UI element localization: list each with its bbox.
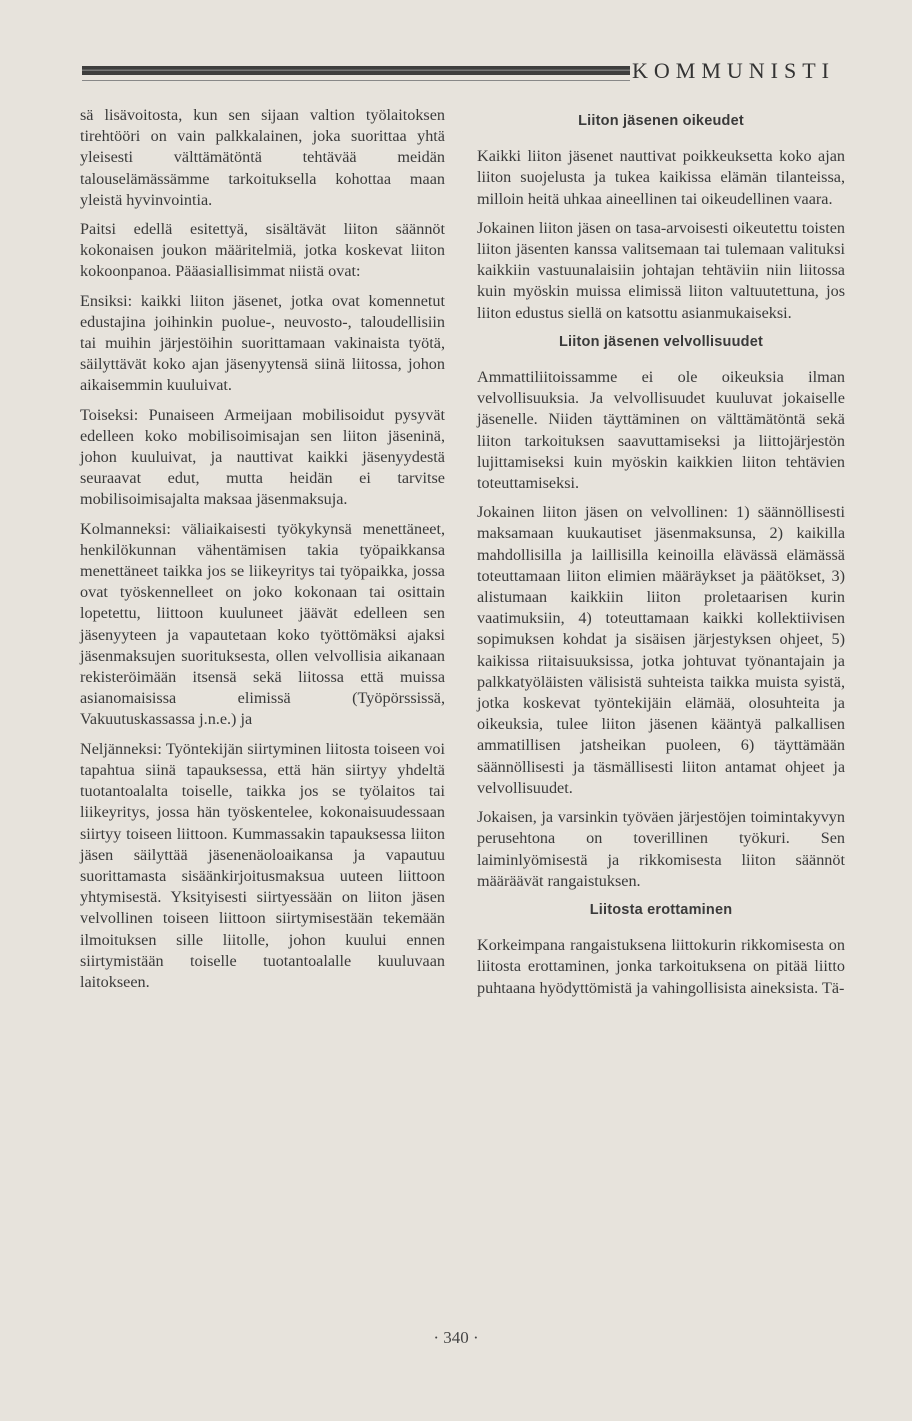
paragraph: Paitsi edellä esitettyä, sisältävät liiton säännöt kokonaisen joukon määritelmiä, jotka koskevat liiton kokoonpanoa. Pääasiallisimmat niistä ovat: — [80, 220, 445, 281]
paragraph: Jokainen liiton jäsen on tasa-arvoisesti oikeutettu toisten liiton jäsenten kanssa valitsemaan tai tulemaan valituksi kaikkiin vastuunalaisiin johtajan tehtäviin niin liitossa kuin myöskin muissa elimissä liiton valtuutettuna, jos liiton edustus siellä on katsottu asianmukaiseksi. — [477, 218, 845, 322]
section-heading-duties: Liiton jäsenen velvollisuudet — [558, 333, 763, 350]
paragraph: Korkeimpana rangaistuksena liittokurin rikkomisesta on liitosta erottaminen, jonka tarkoituksena on pitää liitto puhtaana hyödyttömistä ja vahingollisista aineksista. Tä- — [477, 936, 845, 997]
left-column — [80, 105, 445, 1001]
header-underline — [82, 80, 630, 81]
paragraph: Neljänneksi: Työntekijän siirtyminen liitosta toiseen voi tapahtua siinä tapauksessa, että hän siirtyy yhdeltä tuotantoalalta toiselle, taikka jos se työlaitos tai liikeyritys, jossa hän työskentelee, kokonaisuudessaan siirtyy toiseen liittoon. Kummassakin tapauksessa liiton jäsen säilyttää jäsenenäoloaikansa ja vapautuu suorittamasta sisäänkirjoitusmaksua uuteen liittoon yhtymisestä. Yksityisesti siirtyessään on liiton jäsen velvollinen toiseen liittoon siirtymisestään tekemään ilmoituksen sille liitolle, johon kuului ennen siirtymistään toiselle tuotantoalalle kuuluvaan laitokseen. — [80, 739, 445, 991]
paragraph: Ammattiliitoissamme ei ole oikeuksia ilman velvollisuuksia. Ja velvollisuudet kuuluvat jokaiselle jäsenelle. Niiden täyttäminen on välttämätöntä sekä liiton tarkoituksen saavuttamiseksi ja liittojärjestön lujittamiseksi kuin myöskin kaikkien liiton tehtävien toteuttamiseksi. — [477, 368, 845, 493]
section-heading-expulsion: Liitosta erottaminen — [589, 901, 733, 918]
paragraph: Kaikki liiton jäsenet nauttivat poikkeuksetta koko ajan liiton suojelusta ja tukea kaikissa elämän tilanteissa, milloin heitä uhkaa aineellinen tai oikeudellinen vaara. — [477, 147, 845, 208]
paragraph: Toiseksi: Punaiseen Armeijaan mobilisoidut pysyvät edelleen koko mobilisoimisajan sen liiton jäseninä, johon kuuluivat, ja nauttivat kaikki jäsenyydestä seuraavat edut, mutta heidän ei tarvitse mobilisoimisajalta maksaa jäsenmaksuja. — [80, 405, 445, 509]
section-heading-rights: Liiton jäsenen oikeudet — [578, 113, 744, 129]
page-number: · 340 · — [433, 1328, 479, 1347]
paragraph: Ensiksi: kaikki liiton jäsenet, jotka ovat komennetut edustajina joihinkin puolue-, neuvosto-, taloudellisiin tai muihin järjestöihin suorittamaan vakinaista työtä, säilyttävät koko ajan jäsenyytensä siinä liitossa, johon aikaisemmin kuuluivat. — [80, 291, 445, 395]
paragraph: Jokainen liiton jäsen on velvollinen: 1) säännöllisesti maksamaan kuukautiset jäsenmaksunsa, 2) kaikilla mahdollisilla ja laillisilla keinoilla elävässä elämässä toteuttamaan liiton elimien määräykset ja päätökset, 3) alistumaan kaikkiin liiton proletaarisen kurin vaatimuksiin, 4) toteuttamaan kaikki kollektiivisen sopimuksen kohdat ja sisäisen järjestyksen ohjeet, 5) kaikissa riitaisuuksissa, jotka johtuvat työnantajain ja palkkatyöläisten välisistä suhteista taikka muista syistä, jotka koskevat työntekijäin elämää, olosuhteita ja oikeuksia, tulee liiton jäsenen kääntyä palkallisen ammatillisen jatsheikan puoleen, 6) täyttämään säännöllisesti ja täsmällisesti liiton antamat ohjeet ja velvollisuudet. — [477, 503, 845, 797]
paragraph: Kolmanneksi: väliaikaisesti työkykynsä menettäneet, henkilökunnan vähentämisen takia työpaikkansa menettäneet taikka jos se liikeyritys tai työpaikka, jossa ovat työskennelleet on joko kokonaan tai osittain lopetettu, liittoon kuuluneet jäävät edelleen sen jäsenyyteen ja vapautetaan koko työttömäksi ajaksi jäsenmaksujen suorituksesta, ollen velvollisia aikanaan rekisteröimään itsensä sekä liitossa että muissa asianomaisissa elimissä (Työpörssissä, Vakuutuskassassa j.n.e.) ja — [80, 519, 445, 729]
right-column — [477, 105, 845, 1007]
paragraph: sä lisävoitosta, kun sen sijaan valtion työlaitoksen tirehtööri on vain palkkalainen, joka suorittaa yhtä yleisesti välttämätöntä tehtävää meidän talouselämässämme tarkoituksella kohottaa maan yleistä hyvinvointia. — [80, 106, 445, 209]
journal-name: KOMMUNISTI — [632, 58, 835, 83]
header-rule — [82, 66, 630, 75]
paragraph: Jokaisen, ja varsinkin työväen järjestöjen toimintakyvyn perusehtona on toverillinen työkuri. Sen laiminlyömisestä ja rikkomisesta liiton säännöt määräävät rangaistuksen. — [477, 808, 845, 890]
